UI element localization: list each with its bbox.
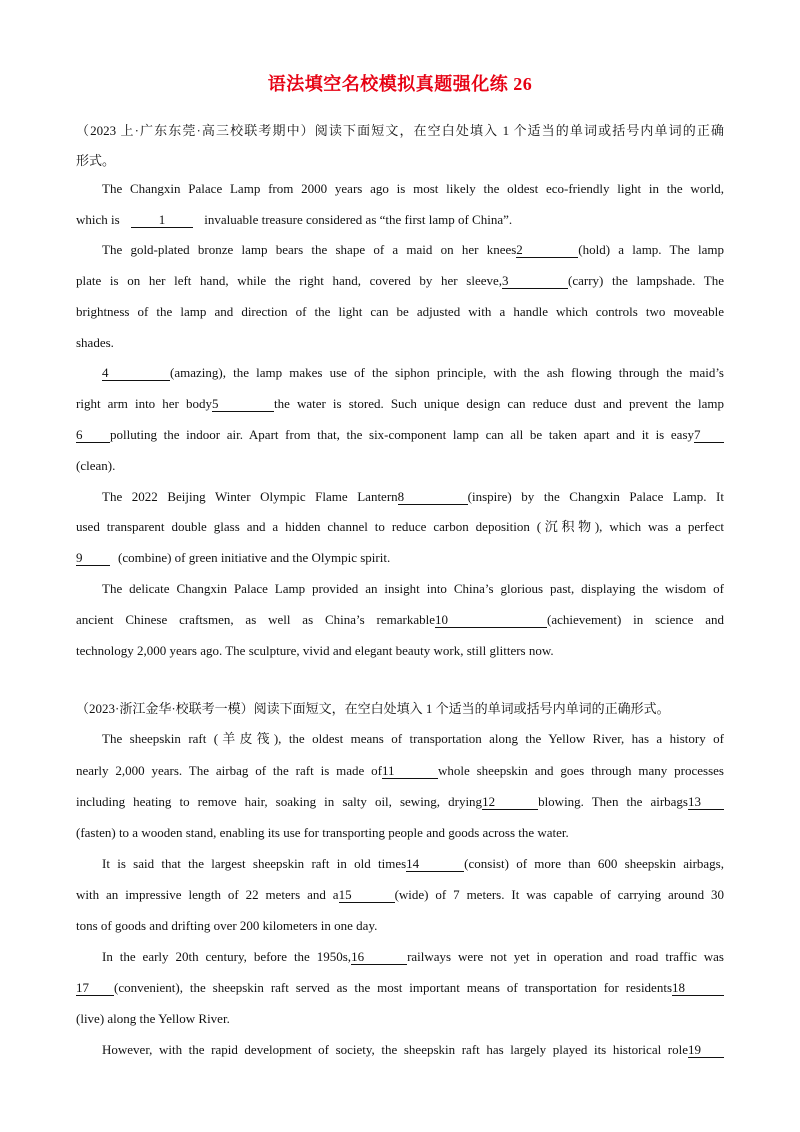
blank-10[interactable]: 10 [435, 613, 547, 628]
passage-1-line: The delicate Changxin Palace Lamp provided an insight into China’s glorious past, displaying the wisdom of [102, 581, 724, 596]
passage-2-line: including heating to remove hair, soaking in salty oil, sewing, drying12 blowing. Then the airbags13 [76, 793, 724, 811]
passage-1-line: plate is on her left hand, while the right hand, covered by her sleeve,3 (carry) the lampshade. The [76, 273, 724, 288]
passage-1-line: brightness of the lamp and direction of the light can be adjusted with a handle which controls two moveable [76, 304, 724, 319]
passage-2-line: tons of goods and drifting over 200 kilometers in one day. [76, 918, 378, 933]
passage-2-line: However, with the rapid development of society, the sheepskin raft has largely played its historical role19 [102, 1041, 724, 1059]
blank-14[interactable]: 14 [406, 857, 464, 872]
blank-8[interactable]: 8 [398, 490, 468, 505]
passage-1-line: The Changxin Palace Lamp from 2000 years ago is most likely the oldest eco-friendly light in the world, [102, 181, 724, 196]
passage-1-line: ancient Chinese craftsmen, as well as China’s remarkable10 (achievement) in science and [76, 612, 724, 627]
section-1-source-cont: 形式。 [76, 153, 116, 168]
blank-11[interactable]: 11 [382, 764, 438, 779]
blank-4[interactable]: 4 [102, 366, 170, 381]
section-1-source: （2023 上·广东东莞·高三校联考期中）阅读下面短文，在空白处填入 1 个适当的单词或括号内单词的正确 [76, 123, 724, 138]
passage-1-line: 9 (combine) of green initiative and the Olympic spirit. [76, 550, 391, 565]
blank-7[interactable]: 7 [694, 428, 724, 443]
passage-1-line: 6 polluting the indoor air. Apart from that, the six-component lamp can all be taken apart and it is easy7 [76, 426, 724, 444]
blank-17[interactable]: 17 [76, 981, 114, 996]
blank-5[interactable]: 5 [212, 397, 274, 412]
passage-2-line: In the early 20th century, before the 1950s,16 railways were not yet in operation and road traffic was [102, 949, 724, 964]
passage-1-line: used transparent double glass and a hidden channel to reduce carbon deposition (沉积物), which was a perfect [76, 519, 724, 534]
passage-1-line: technology 2,000 years ago. The sculpture, vivid and elegant beauty work, still glitters now. [76, 643, 554, 658]
blank-18[interactable]: 18 [672, 981, 724, 996]
passage-1-line: (clean). [76, 458, 116, 473]
blank-1[interactable]: 1 [131, 213, 193, 228]
blank-15[interactable]: 15 [339, 888, 395, 903]
passage-1-line: The gold-plated bronze lamp bears the shape of a maid on her knees2 (hold) a lamp. The lamp [102, 242, 724, 257]
passage-2-line: It is said that the largest sheepskin raft in old times14 (consist) of more than 600 sheepskin airbags, [102, 856, 724, 871]
passage-1-line: shades. [76, 335, 114, 350]
document-title: 语法填空名校模拟真题强化练 26 [267, 74, 533, 94]
passage-2-line: (fasten) to a wooden stand, enabling its use for transporting people and goods across the water. [76, 825, 569, 840]
blank-19[interactable]: 19 [688, 1043, 724, 1058]
passage-2-line: nearly 2,000 years. The airbag of the raft is made of11 whole sheepskin and goes through many processes [76, 763, 724, 778]
blank-12[interactable]: 12 [482, 795, 538, 810]
passage-1-line: The 2022 Beijing Winter Olympic Flame Lantern8 (inspire) by the Changxin Palace Lamp. It [102, 489, 724, 504]
blank-3[interactable]: 3 [502, 274, 568, 289]
passage-1-line: which is 1 invaluable treasure considered as “the first lamp of China”. [76, 212, 513, 227]
blank-16[interactable]: 16 [351, 950, 407, 965]
passage-2-line: (live) along the Yellow River. [76, 1011, 230, 1026]
section-2-source: （2023·浙江金华·校联考一模）阅读下面短文，在空白处填入 1 个适当的单词或括号内单词的正确形式。 [76, 701, 670, 716]
passage-2-line: The sheepskin raft (羊皮筏), the oldest means of transportation along the Yellow River, has a history of [102, 731, 724, 746]
blank-13[interactable]: 13 [688, 795, 724, 810]
passage-1-line: 4 (amazing), the lamp makes use of the siphon principle, with the ash flowing through the maid’s [102, 365, 724, 380]
passage-1-line: right arm into her body5 the water is stored. Such unique design can reduce dust and prevent the lamp [76, 396, 724, 411]
blank-9[interactable]: 9 [76, 551, 110, 566]
passage-2-line: 17 (convenient), the sheepskin raft served as the most important means of transportation for residents18 [76, 979, 724, 997]
passage-2-line: with an impressive length of 22 meters and a15 (wide) of 7 meters. It was capable of carrying around 30 [76, 887, 724, 902]
blank-6[interactable]: 6 [76, 428, 110, 443]
blank-2[interactable]: 2 [516, 243, 578, 258]
